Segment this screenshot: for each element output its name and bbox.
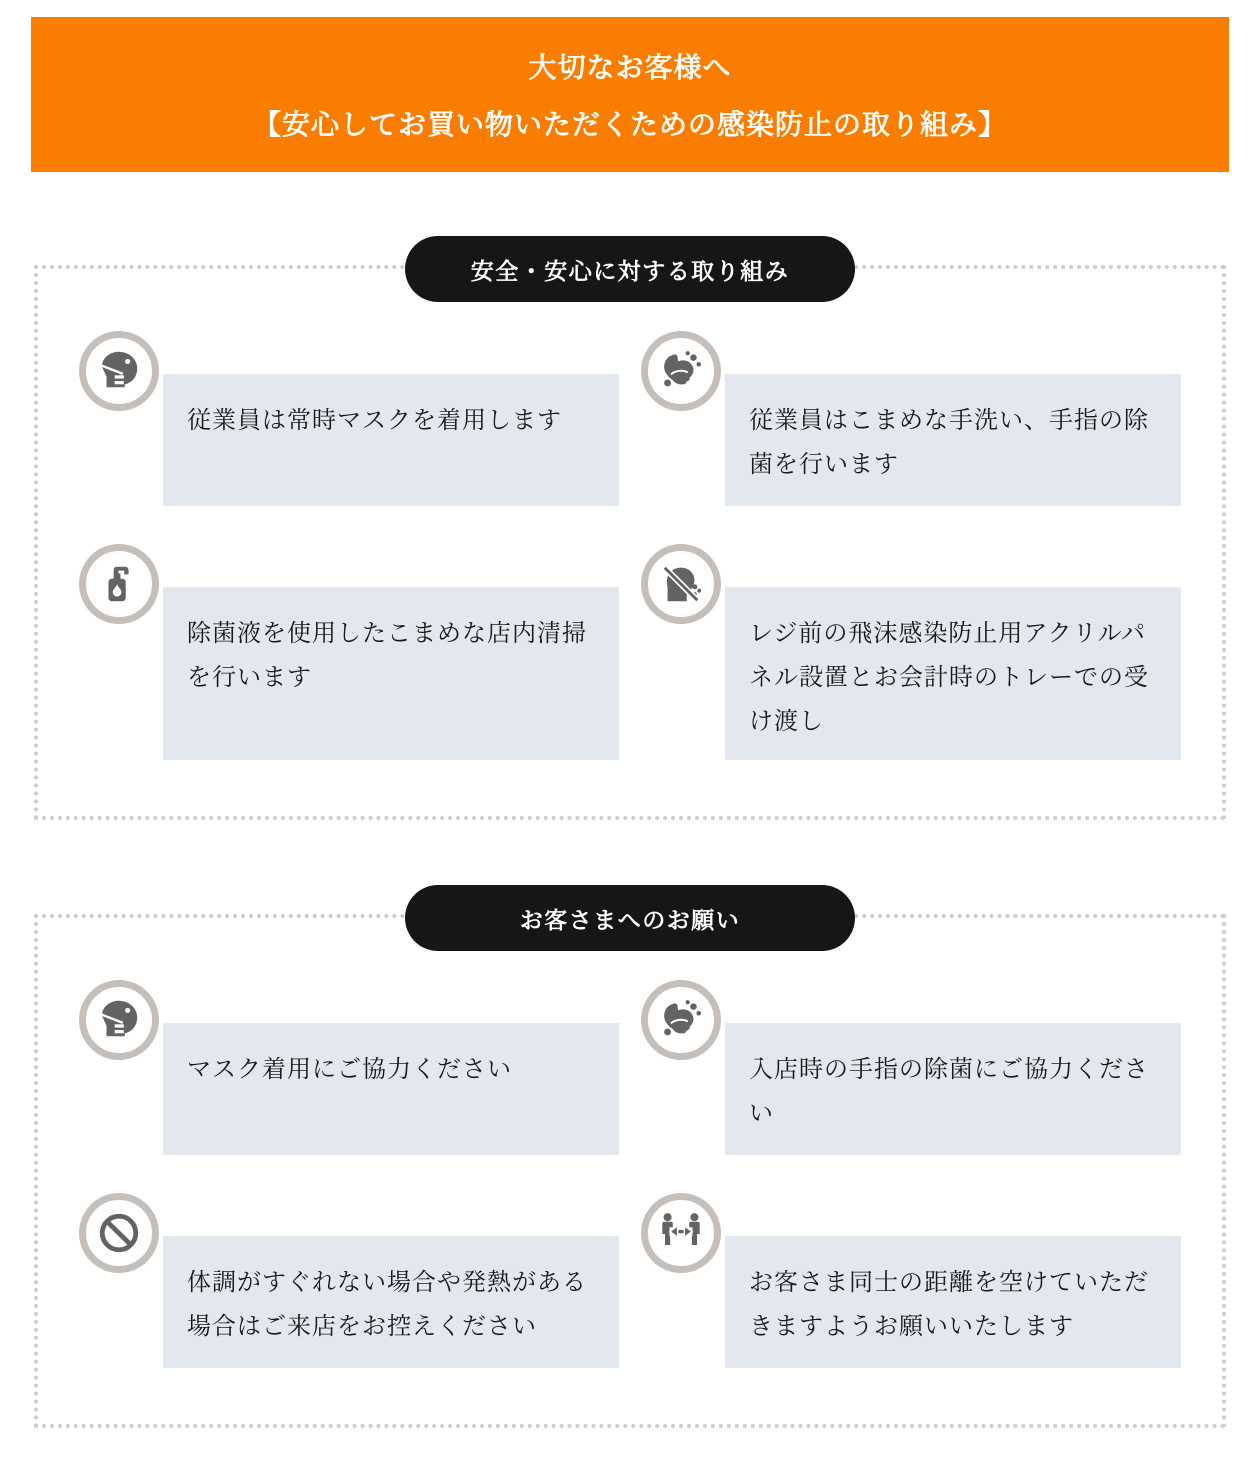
info-card <box>163 1236 619 1368</box>
items-grid <box>79 980 1181 1368</box>
info-card <box>725 374 1181 506</box>
info-card <box>725 1236 1181 1368</box>
info-card <box>163 587 619 760</box>
info-text: 除菌液を使用したこまめな店内清掃を行います <box>187 620 587 691</box>
info-text: 従業員はこまめな手洗い、手指の除菌を行います <box>749 407 1149 478</box>
info-text: 入店時の手指の除菌にご協力ください <box>749 1056 1149 1127</box>
info-item <box>79 544 619 760</box>
info-card <box>725 587 1181 760</box>
social-distance-icon <box>658 1210 704 1256</box>
info-text: 体調がすぐれない場合や発熱がある場合はご来店をお控えください <box>187 1269 587 1340</box>
section-title-pill: 安全・安心に対する取り組み <box>405 236 855 302</box>
banner-line-1: 大切なお客様へ <box>528 52 732 83</box>
info-item <box>641 331 1181 506</box>
hand-wash-icon <box>658 997 704 1043</box>
icon-circle <box>641 980 721 1060</box>
icon-circle <box>79 331 159 411</box>
sanitizer-bottle-icon <box>96 561 142 607</box>
mask-face-icon <box>96 348 142 394</box>
info-item <box>641 1193 1181 1368</box>
info-text: レジ前の飛沫感染防止用アクリルパネル設置とお会計時のトレーでの受け渡し <box>749 620 1149 735</box>
info-card <box>163 374 619 506</box>
info-item <box>641 544 1181 760</box>
section-customer-requests <box>34 906 1226 1428</box>
header-banner <box>31 17 1229 172</box>
info-item <box>79 980 619 1155</box>
icon-circle <box>641 331 721 411</box>
icon-circle <box>641 544 721 624</box>
mask-face-icon <box>96 997 142 1043</box>
icon-circle <box>79 980 159 1060</box>
icon-circle <box>79 544 159 624</box>
droplet-block-icon <box>658 561 704 607</box>
banner-line-2: 【安心してお買い物いただくための感染防止の取り組み】 <box>252 109 1007 140</box>
section-safety-measures <box>34 257 1226 820</box>
info-text: マスク着用にご協力ください <box>187 1056 512 1083</box>
items-grid <box>79 331 1181 760</box>
info-card <box>725 1023 1181 1155</box>
section-title-pill: お客さまへのお願い <box>405 885 855 951</box>
icon-circle <box>641 1193 721 1273</box>
info-card <box>163 1023 619 1155</box>
icon-circle <box>79 1193 159 1273</box>
info-item <box>79 1193 619 1368</box>
info-item <box>641 980 1181 1155</box>
hand-wash-icon <box>658 348 704 394</box>
info-item <box>79 331 619 506</box>
no-entry-icon <box>96 1210 142 1256</box>
info-text: 従業員は常時マスクを着用します <box>187 407 562 434</box>
info-text: お客さま同士の距離を空けていただきますようお願いいたします <box>749 1269 1149 1340</box>
page <box>0 17 1260 1457</box>
